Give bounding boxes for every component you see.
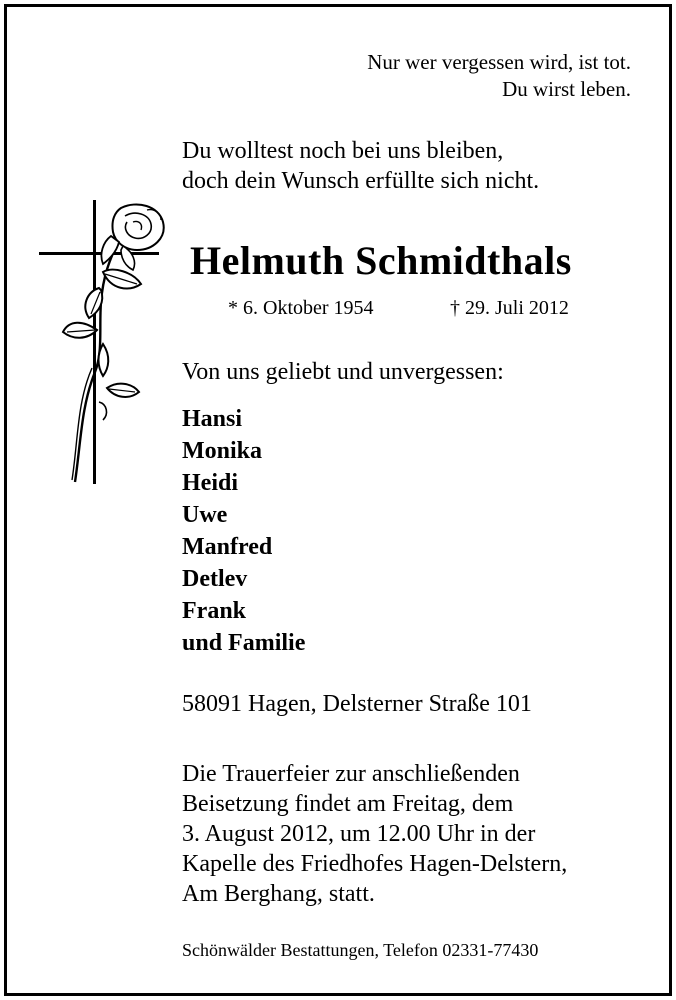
mourner-name: Uwe: [182, 502, 228, 528]
birth-date: * 6. Oktober 1954: [228, 297, 374, 319]
death-date: † 29. Juli 2012: [450, 297, 569, 319]
deceased-name: Helmuth Schmidthals: [190, 238, 572, 283]
mourner-name: Manfred: [182, 534, 273, 560]
mourners-intro: Von uns geliebt und unvergessen:: [182, 359, 504, 385]
verse: [182, 136, 539, 196]
motto: [367, 49, 631, 103]
ceremony-line: 3. August 2012, um 12.00 Uhr in der: [182, 821, 536, 847]
ceremony-line: Am Berghang, statt.: [182, 881, 375, 907]
mourner-name: und Familie: [182, 630, 306, 656]
verse-line: doch dein Wunsch erfüllte sich nicht.: [182, 168, 540, 194]
mourner-name: Frank: [182, 598, 247, 624]
motto-line: Du wirst leben.: [502, 77, 631, 101]
mourner-name: Heidi: [182, 470, 239, 496]
ceremony-line: Die Trauerfeier zur anschließenden: [182, 761, 520, 787]
cross-with-rose-icon: [37, 192, 177, 492]
mourner-name: Detlev: [182, 566, 248, 592]
mourner-name: Hansi: [182, 406, 243, 432]
obituary-notice: [4, 4, 672, 996]
funeral-home-contact: Schönwälder Bestattungen, Telefon 02331-77430: [182, 940, 539, 960]
family-address: 58091 Hagen, Delsterner Straße 101: [182, 691, 532, 717]
ceremony-details: [182, 759, 567, 909]
motto-line: Nur wer vergessen wird, ist tot.: [367, 50, 631, 74]
ceremony-line: Kapelle des Friedhofes Hagen-Delstern,: [182, 851, 568, 877]
mourner-name: Monika: [182, 438, 263, 464]
mourners-list: [182, 403, 305, 659]
verse-line: Du wolltest noch bei uns bleiben,: [182, 138, 504, 164]
ceremony-line: Beisetzung findet am Freitag, dem: [182, 791, 514, 817]
